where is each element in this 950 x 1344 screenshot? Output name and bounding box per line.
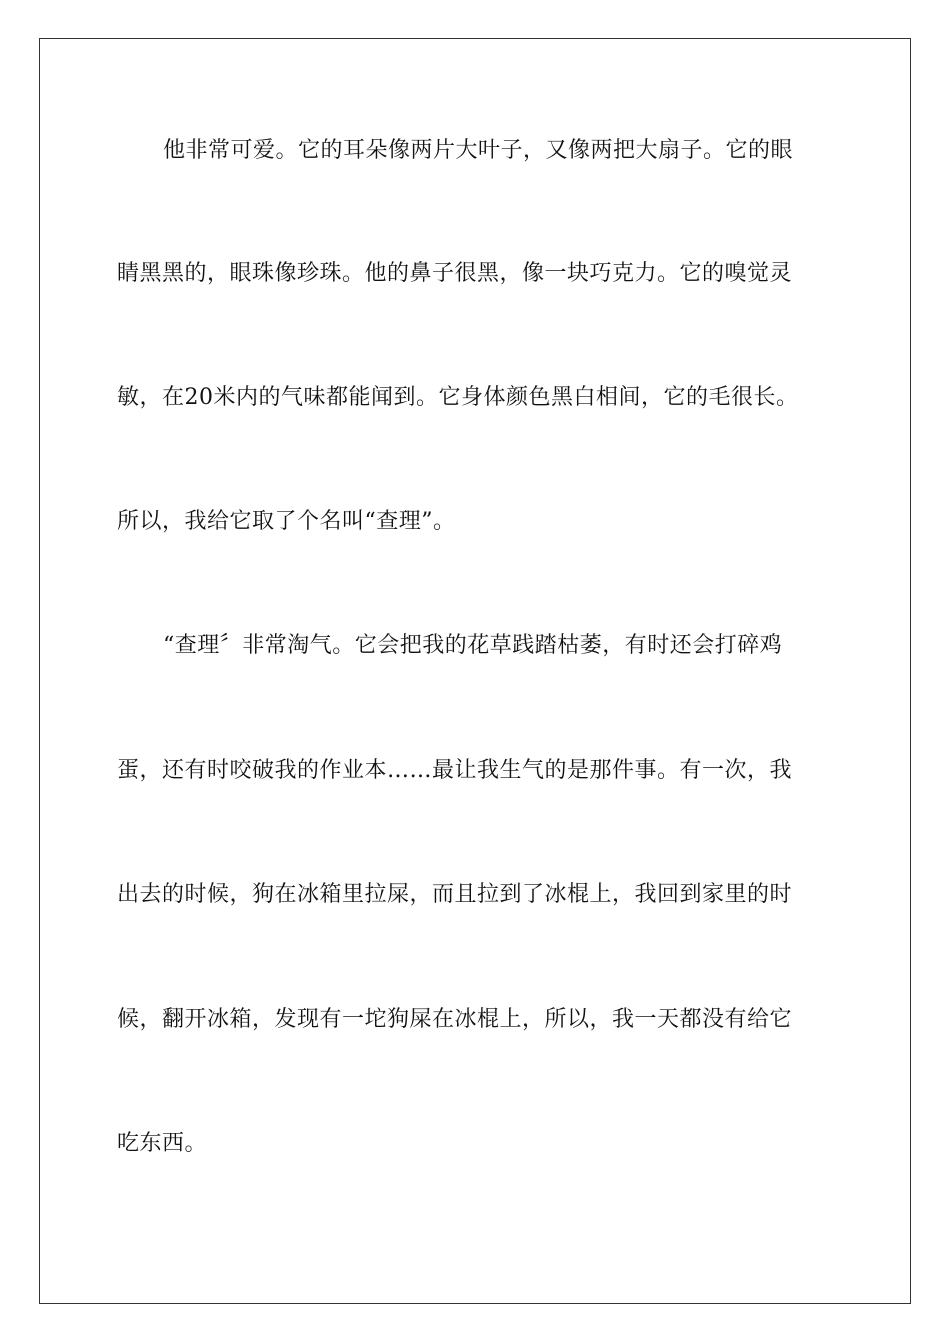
text-line: “查理〞非常淘气。它会把我的花草践踏枯萎，有时还会打碎鸡	[163, 633, 783, 658]
text-line: 睛黑黑的，眼珠像珍珠。他的鼻子很黑，像一块巧克力。它的嗅觉灵	[117, 261, 793, 286]
text-line: 他非常可爱。它的耳朵像两片大叶子，又像两把大扇子。它的眼	[163, 138, 794, 163]
text-line: 候，翻开冰箱，发现有一坨狗屎在冰棍上，所以，我一天都没有给它	[117, 1007, 793, 1032]
text-line: 出去的时候，狗在冰箱里拉屎，而且拉到了冰棍上，我回到家里的时	[117, 882, 793, 907]
text-line: 吃东西。	[117, 1131, 208, 1156]
text-line: 蛋，还有时咬破我的作业本……最让我生气的是那件事。有一次，我	[117, 758, 793, 783]
text-line: 所以，我给它取了个名叫“查理”。	[117, 509, 456, 534]
page-border	[39, 38, 911, 1304]
text-line: 敏，在20米内的气味都能闻到。它身体颜色黑白相间，它的毛很长。	[117, 385, 799, 410]
